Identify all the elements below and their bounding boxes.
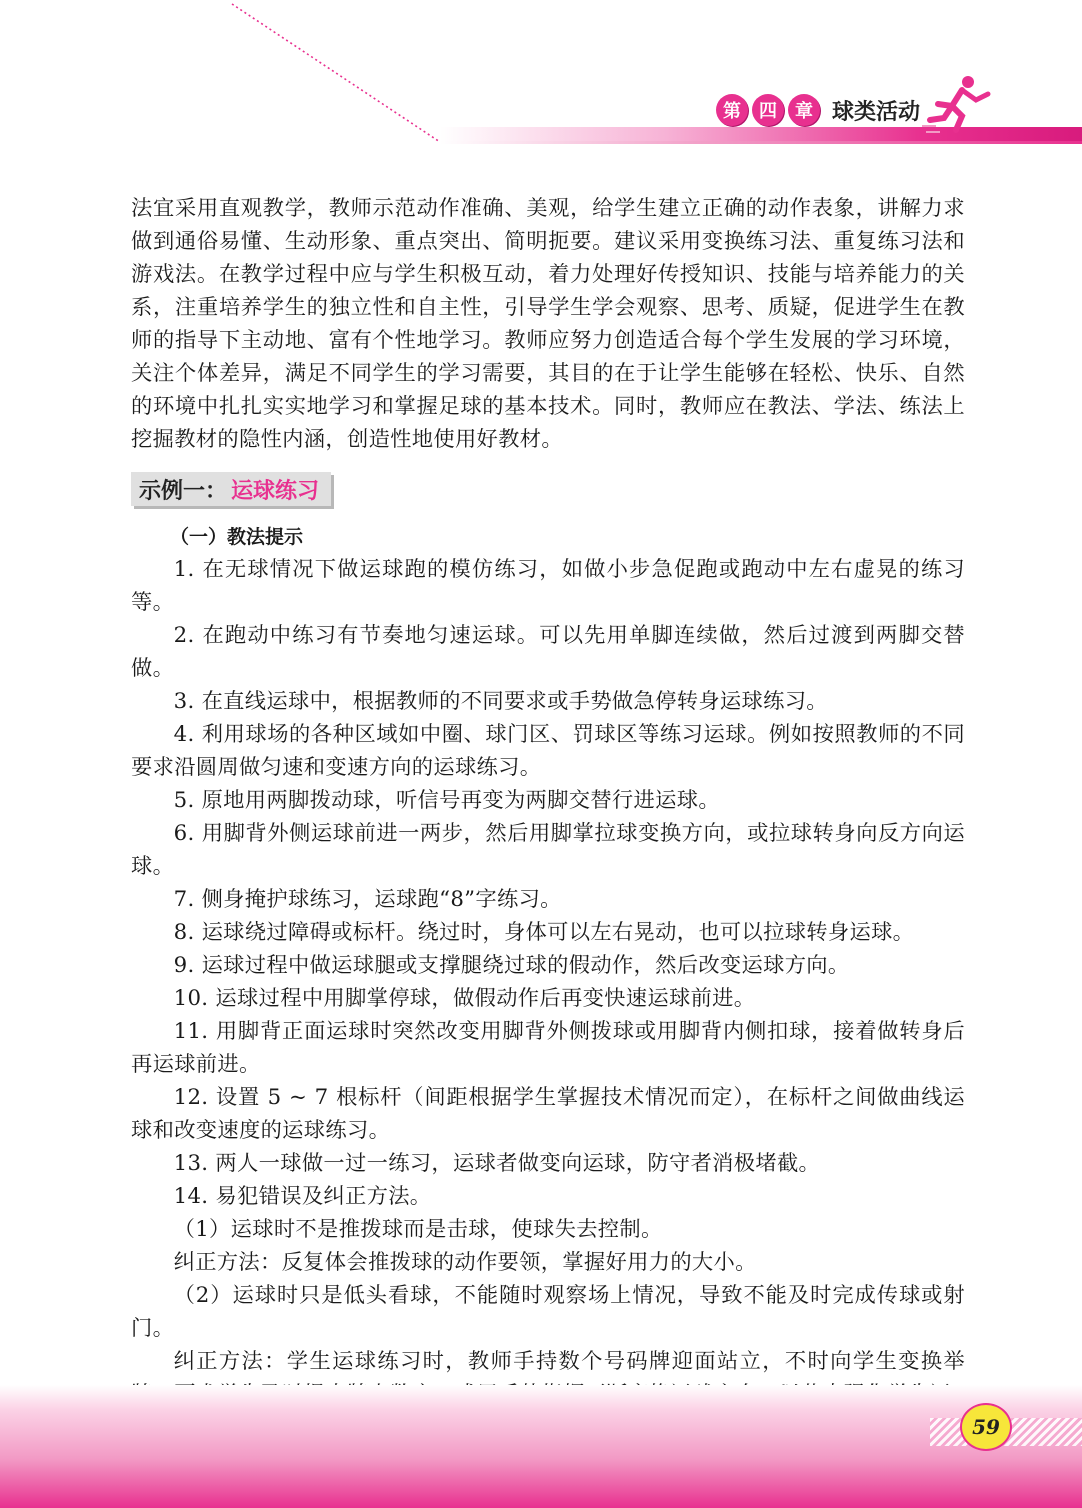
chapter-title: 球类活动 bbox=[832, 99, 921, 125]
intro-paragraph: 法宜采用直观教学，教师示范动作准确、美观，给学生建立正确的动作表象，讲解力求做到通俗易懂、生动形象、重点突出、简明扼要。建议采用变换练习法、重复练习法和游戏法。在教学过程中应与学生积极互动，着力处理好传授知识、技能与培养能力的关系，注重培养学生的独立性和自主性，引导学生学会观察、思考、质疑，促进学生在教师的指导下主动地、富有个性地学习。教师应努力创造适合每个学生发展的学习环境，关注个体差异，满足不同学生的学习需要，其目的在于让学生能够在轻松、快乐、自然的环境中扎扎实实地学习和掌握足球的基本技术。同时，教师应在教法、学法、练法上挖掘教材的隐性内涵，创造性地使用好教材。 bbox=[131, 196, 965, 452]
list-item: 2. 在跑动中练习有节奏地匀速运球。可以先用单脚连续做，然后过渡到两脚交替做。 bbox=[131, 623, 965, 681]
chapter-heading bbox=[716, 92, 920, 128]
list-item: 14. 易犯错误及纠正方法。 bbox=[173, 1184, 432, 1209]
list-item: 4. 利用球场的各种区域如中圈、球门区、罚球区等练习运球。例如按照教师的不同要求沿圆周做匀速和变速方向的运球练习。 bbox=[131, 722, 965, 780]
list-item: 5. 原地用两脚拨动球，听信号再变为两脚交替行进运球。 bbox=[173, 788, 720, 813]
list-item: 12. 设置 5 ~ 7 根标杆（间距根据学生掌握技术情况而定），在标杆之间做曲线运球和改变速度的运球练习。 bbox=[131, 1085, 965, 1143]
list-item: （1）运球时不是推拨球而是击球，使球失去控制。 bbox=[173, 1217, 663, 1242]
example-title: 运球练习 bbox=[231, 478, 320, 504]
list-item: （2）运球时只是低头看球，不能随时观察场上情况，导致不能及时完成传球或射门。 bbox=[131, 1283, 965, 1341]
list-item: 纠正方法：反复体会推拨球的动作要领，掌握好用力的大小。 bbox=[173, 1250, 757, 1275]
list-item: 8. 运球绕过障碍或标杆。绕过时，身体可以左右晃动，也可以拉球转身运球。 bbox=[173, 920, 915, 945]
section-heading: （一）教法提示 bbox=[170, 526, 304, 548]
list-item: 10. 运球过程中用脚掌停球，做假动作后再变快速运球前进。 bbox=[173, 986, 756, 1011]
list-item: 9. 运球过程中做运球腿或支撑腿绕过球的假动作，然后改变运球方向。 bbox=[173, 953, 850, 978]
chapter-char-2: 四 bbox=[752, 94, 784, 126]
runner-icon bbox=[922, 74, 994, 134]
chapter-char-1: 第 bbox=[716, 94, 748, 126]
list-item: 纠正方法：学生运球练习时，教师手持数个号码牌迎面站立，不时向学生变换举 bbox=[173, 1349, 965, 1374]
list-item: 7. 侧身掩护球练习，运球跑“8”字练习。 bbox=[173, 887, 562, 912]
header-band-underline bbox=[440, 141, 1082, 144]
list-item: 3. 在直线运球中，根据教师的不同要求或手势做急停转身运球练习。 bbox=[173, 689, 828, 714]
list-item: 13. 两人一球做一过一练习，运球者做变向运球，防守者消极堵截。 bbox=[173, 1151, 821, 1176]
tips-list bbox=[131, 553, 965, 1411]
example-label: 示例一： bbox=[139, 478, 228, 504]
chapter-char-3: 章 bbox=[788, 94, 820, 126]
page-number: 59 bbox=[960, 1403, 1012, 1451]
list-item: 11. 用脚背正面运球时突然改变用脚背外侧拨球或用脚背内侧扣球，接着做转身后再运球前进。 bbox=[131, 1019, 965, 1077]
footer-band bbox=[0, 1385, 1082, 1508]
list-item: 1. 在无球情况下做运球跑的模仿练习，如做小步急促跑或跑动中左右虚晃的练习等。 bbox=[131, 557, 965, 615]
list-item: 6. 用脚背外侧运球前进一两步，然后用脚掌拉球变换方向，或拉球转身向反方向运球。 bbox=[131, 821, 965, 879]
intro-paragraph-block bbox=[131, 192, 965, 456]
example-heading bbox=[131, 472, 331, 506]
